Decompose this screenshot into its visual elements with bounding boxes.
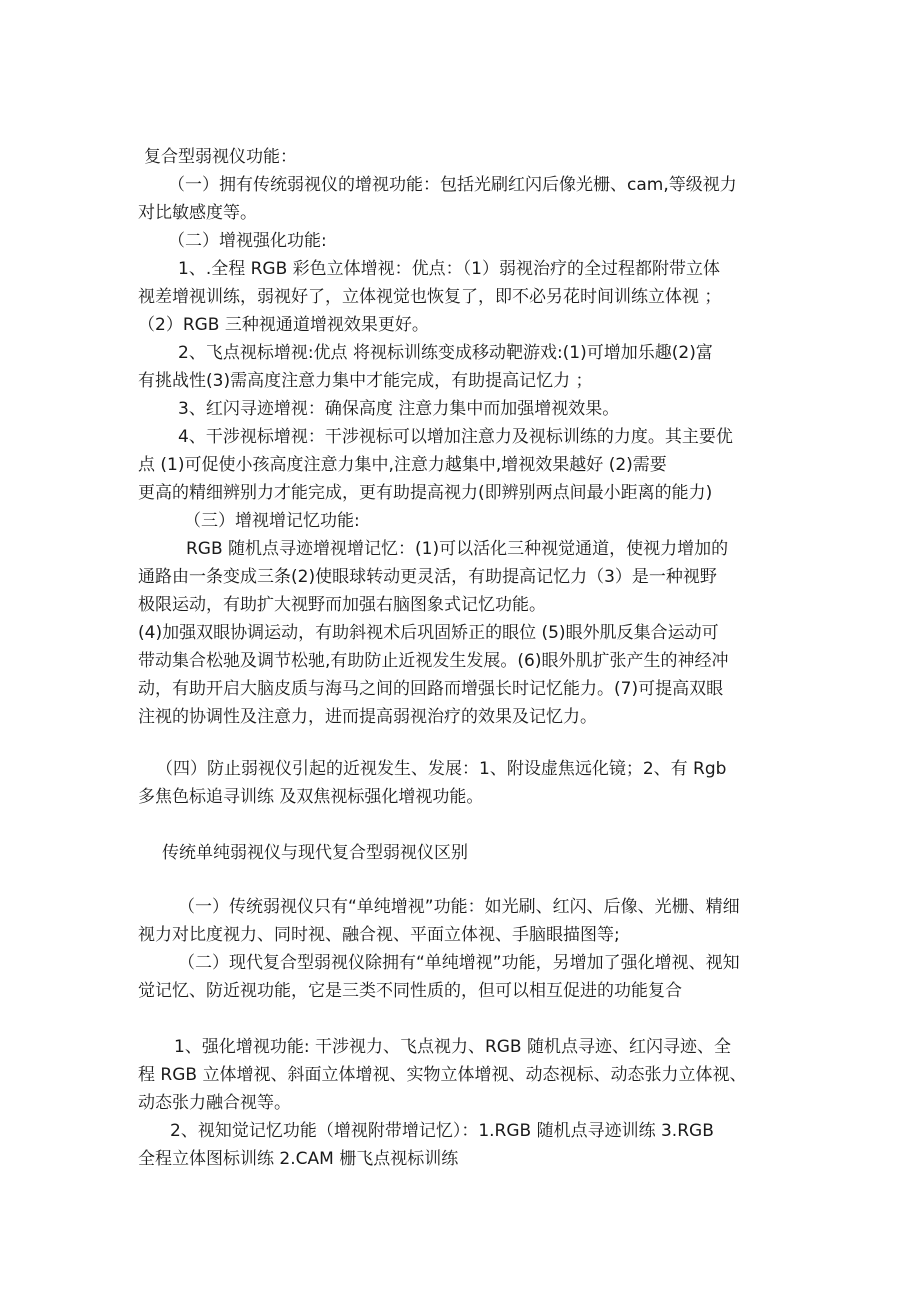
text-line: 动态张力融合视等。	[138, 1093, 291, 1113]
text-line: 带动集合松驰及调节松驰,有助防止近视发生发展。(6)眼外肌扩张产生的神经冲	[138, 651, 729, 671]
text-line: 通路由一条变成三条(2)使眼球转动更灵活，有助提高记忆力（3）是一种视野	[138, 567, 717, 587]
text-line: （四）防止弱视仪引起的近视发生、发展：1、附设虚焦远化镜；2、有 Rgb	[156, 759, 727, 779]
text-line: 3、红闪寻迹增视：确保高度 注意力集中而加强增视效果。	[178, 399, 620, 419]
text-line: 动，有助开启大脑皮质与海马之间的回路而增强长时记忆能力。(7)可提高双眼	[138, 679, 724, 699]
text-line: (4)加强双眼协调运动，有助斜视术后巩固矫正的眼位 (5)眼外肌反集合运动可	[138, 623, 719, 643]
text-line: RGB 随机点寻迹增视增记忆：(1)可以活化三种视觉通道，使视力增加的	[186, 539, 729, 559]
text-line: 2、视知觉记忆功能（增视附带增记忆）：1.RGB 随机点寻迹训练 3.RGB	[170, 1121, 714, 1141]
text-line: 极限运动，有助扩大视野而加强右脑图象式记忆功能。	[138, 595, 546, 615]
text-line: 程 RGB 立体增视、斜面立体增视、实物立体增视、动态视标、动态张力立体视、	[138, 1065, 747, 1085]
text-line: 传统单纯弱视仪与现代复合型弱视仪区别	[162, 843, 468, 863]
text-line: 2、飞点视标增视:优点 将视标训练变成移动靶游戏:(1)可增加乐趣(2)富	[178, 343, 713, 363]
text-line: （二）增视强化功能:	[168, 231, 327, 251]
text-line: 1、强化增视功能: 干涉视力、飞点视力、RGB 随机点寻迹、红闪寻迹、全	[174, 1037, 731, 1057]
text-line: （一）传统弱视仪只有“单纯增视”功能：如光刷、红闪、后像、光栅、精细	[178, 897, 740, 917]
text-line: 对比敏感度等。	[138, 203, 257, 223]
text-line: （2）RGB 三种视通道增视效果更好。	[138, 315, 429, 335]
text-line: 1、.全程 RGB 彩色立体增视：优点：（1）弱视治疗的全过程都附带立体	[178, 259, 720, 279]
text-line: 有挑战性(3)需高度注意力集中才能完成，有助提高记忆力 ；	[138, 371, 593, 391]
text-line: 注视的协调性及注意力，进而提高弱视治疗的效果及记忆力。	[138, 707, 597, 727]
text-line: 复合型弱视仪功能：	[144, 147, 297, 167]
text-line: （二）现代复合型弱视仪除拥有“单纯增视”功能，另增加了强化增视、视知	[178, 953, 740, 973]
text-line: 多焦色标追寻训练 及双焦视标强化增视功能。	[138, 787, 484, 807]
text-line: 全程立体图标训练 2.CAM 栅飞点视标训练	[138, 1149, 459, 1169]
text-line: 更高的精细辨别力才能完成，更有助提高视力(即辨别两点间最小距离的能力)	[138, 483, 713, 503]
text-line: 觉记忆、防近视功能，它是三类不同性质的，但可以相互促进的功能复合	[138, 981, 682, 1001]
text-line: 视差增视训练，弱视好了，立体视觉也恢复了，即不必另花时间训练立体视 ；	[138, 287, 722, 307]
text-line: 视力对比度视力、同时视、融合视、平面立体视、手脑眼描图等;	[138, 925, 620, 945]
text-line: 4、干涉视标增视：干涉视标可以增加注意力及视标训练的力度。其主要优	[178, 427, 733, 447]
text-line: （三）增视增记忆功能:	[184, 511, 360, 531]
text-line: 点 (1)可促使小孩高度注意力集中,注意力越集中,增视效果越好 (2)需要	[138, 455, 667, 475]
text-line: （一）拥有传统弱视仪的增视功能：包括光刷红闪后像光栅、cam,等级视力	[168, 175, 737, 195]
